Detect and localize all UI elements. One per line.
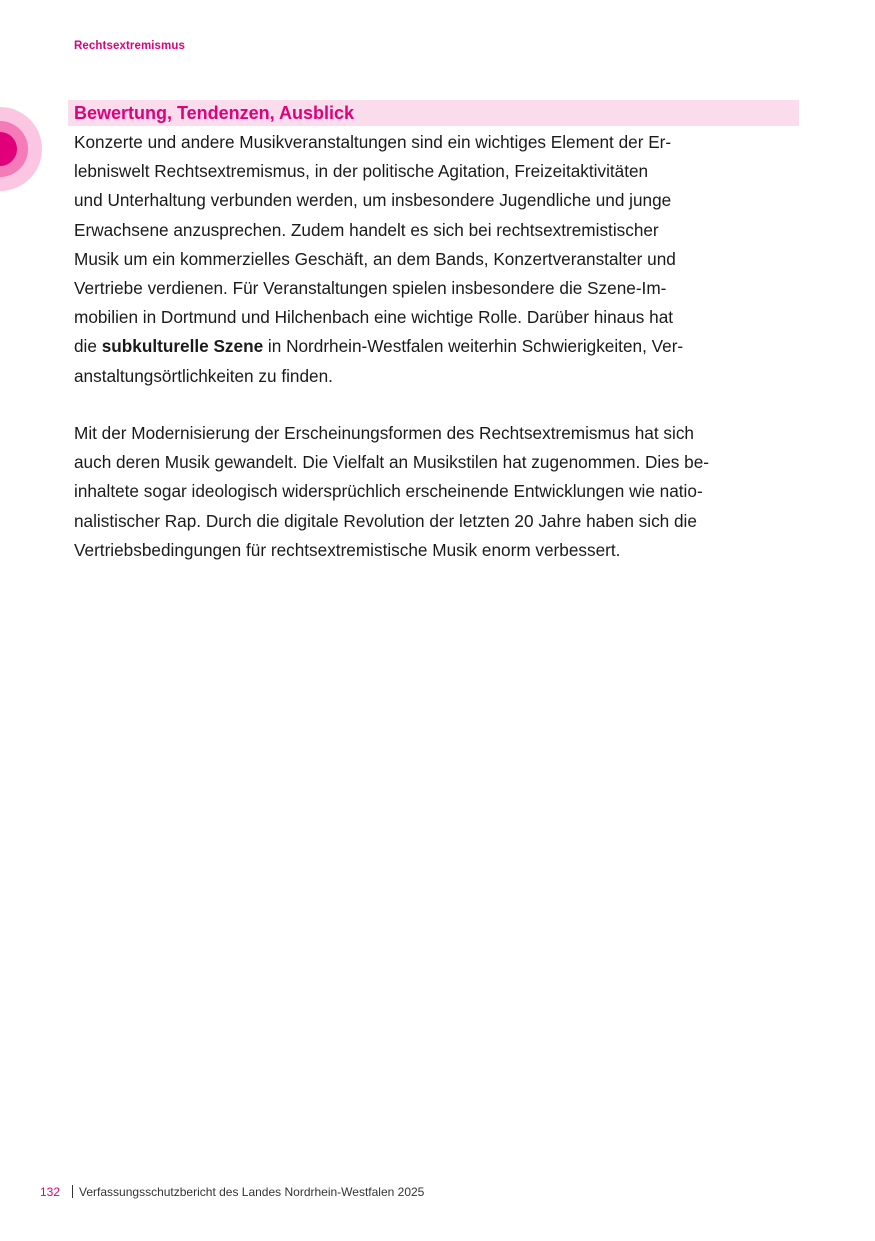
paragraph-1-line-8 — [74, 332, 804, 361]
paragraph-1-line-5: Musik um ein kommerzielles Geschäft, an dem Bands, Konzertveranstalter und — [74, 248, 676, 269]
footer-separator — [72, 1185, 73, 1198]
paragraph-1-line-1: Konzerte und andere Musikveranstaltungen sind ein wichtiges Element der Er- — [74, 132, 672, 152]
publication-title: Verfassungsschutzbericht des Landes Nordrhein-Westfalen 2025 — [79, 1185, 425, 1199]
paragraph-1-line-7: mobilien in Dortmund und Hilchenbach eine wichtige Rolle. Darüber hinaus hat — [74, 307, 674, 328]
paragraph-1-line-9: anstaltungsörtlichkeiten zu finden. — [74, 365, 333, 386]
section-heading: Bewertung, Tendenzen, Ausblick — [74, 103, 355, 123]
paragraph-1 — [74, 128, 804, 391]
line-8-suffix: in Nordrhein-Westfalen weiterhin Schwierigkeiten, Ver- — [263, 336, 684, 357]
bold-term-subkulturelle-szene: subkulturelle Szene — [101, 336, 264, 357]
page-footer — [40, 1185, 424, 1199]
paragraph-2-line-4: nalistischer Rap. Durch die digitale Revolution der letzten 20 Jahre haben sich die — [74, 510, 697, 531]
paragraph-2 — [74, 419, 804, 565]
running-header: Rechtsextremismus — [74, 40, 186, 52]
paragraph-1-line-3: und Unterhaltung verbunden werden, um insbesondere Jugendliche und junge — [74, 190, 672, 211]
paragraph-2-line-5: Vertriebsbedingungen für rechtsextremistische Musik enorm verbessert. — [74, 539, 621, 560]
paragraph-2-line-2: auch deren Musik gewandelt. Die Vielfalt an Musikstilen hat zugenommen. Dies be- — [74, 452, 709, 473]
paragraph-2-line-3: inhaltete sogar ideologisch widersprüchlich erscheinende Entwicklungen wie natio- — [74, 481, 703, 502]
paragraph-1-line-6: Vertriebe verdienen. Für Veranstaltungen spielen insbesondere die Szene-Im- — [74, 278, 667, 299]
page-number: 132 — [40, 1185, 61, 1199]
concentric-circles-decoration — [0, 107, 42, 191]
line-8-prefix: die — [74, 336, 102, 357]
paragraph-1-line-2: lebniswelt Rechtsextremismus, in der politische Agitation, Freizeitaktivitäten — [74, 161, 649, 182]
paragraph-1-line-4: Erwachsene anzusprechen. Zudem handelt es sich bei rechtsextremistischer — [74, 219, 659, 240]
paragraph-2-line-1: Mit der Modernisierung der Erscheinungsformen des Rechtsextremismus hat sich — [74, 423, 694, 443]
